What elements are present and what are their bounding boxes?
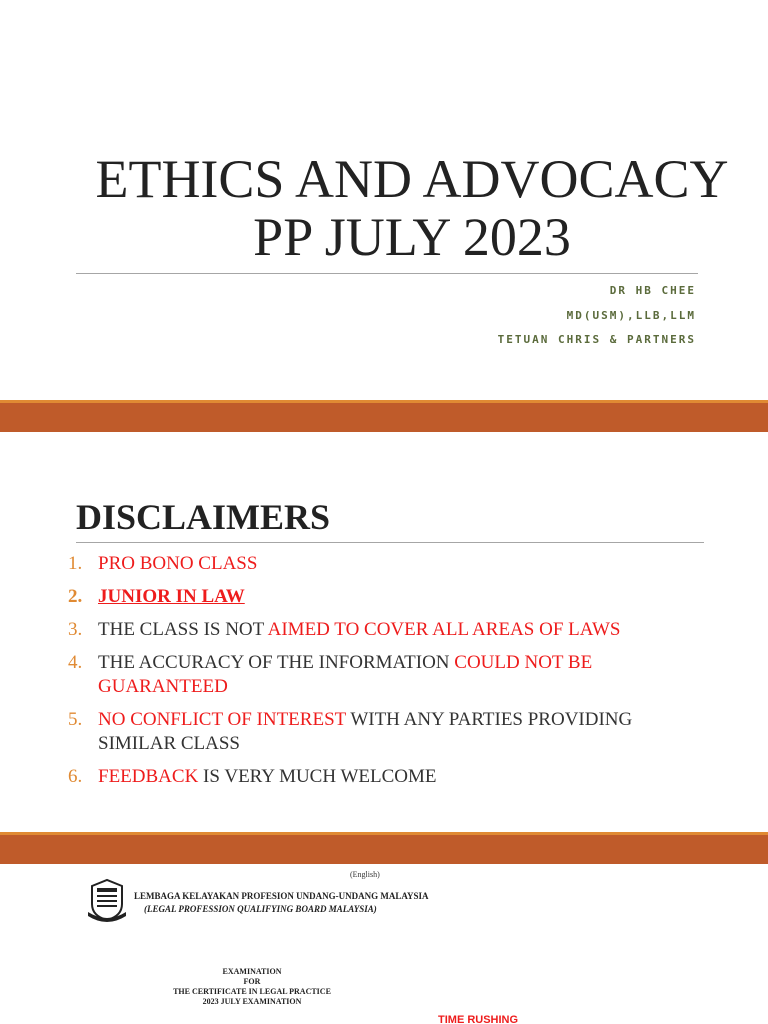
disclaimer-item	[68, 765, 708, 789]
item-text	[98, 585, 245, 609]
author-firm: TETUAN CHRIS & PARTNERS	[497, 333, 696, 346]
disclaimers-slide	[0, 432, 768, 832]
exam-line: 2023 JULY EXAMINATION	[202, 997, 302, 1006]
item-number: 3.	[68, 619, 83, 640]
board-crest-icon	[88, 878, 126, 922]
item-text	[98, 552, 257, 576]
title-divider	[76, 273, 698, 274]
item-highlight: JUNIOR IN LAW	[98, 586, 245, 607]
title-slide	[0, 0, 768, 400]
item-text	[98, 708, 708, 756]
item-text	[98, 765, 437, 789]
disclaimer-list	[68, 552, 708, 798]
disclaimer-item	[68, 552, 708, 576]
item-number: 2.	[68, 586, 83, 607]
item-highlight: COULD NOT BE GUARANTEED	[98, 652, 593, 697]
item-number: 4.	[68, 652, 83, 673]
heading-divider	[76, 542, 704, 543]
item-prefix: THE CLASS IS NOT	[98, 619, 268, 640]
slide-separator	[0, 400, 768, 432]
item-highlight: FEEDBACK	[98, 766, 199, 787]
disclaimer-item	[68, 585, 708, 609]
title-line-1: ETHICS AND ADVOCACY	[95, 149, 729, 209]
item-highlight: NO CONFLICT OF INTEREST	[98, 709, 346, 730]
disclaimers-heading: DISCLAIMERS	[76, 497, 331, 537]
item-highlight: PRO BONO CLASS	[98, 553, 258, 574]
disclaimer-item	[68, 651, 708, 699]
board-name-english: (LEGAL PROFESSION QUALIFYING BOARD MALAYSIA)	[144, 904, 377, 914]
title-line-2: PP JULY 2023	[253, 207, 571, 267]
item-number: 1.	[68, 553, 83, 574]
item-prefix: THE ACCURACY OF THE INFORMATION	[98, 652, 455, 673]
item-text	[98, 651, 708, 699]
language-tag: (English)	[350, 870, 380, 879]
exam-cover-slide	[0, 864, 768, 1024]
disclaimer-item	[68, 708, 708, 756]
item-suffix: IS VERY MUCH WELCOME	[198, 766, 437, 787]
disclaimer-item	[68, 618, 708, 642]
annotation-note: TIME RUSHING	[438, 1014, 519, 1024]
exam-title-block	[140, 967, 364, 1007]
item-number: 6.	[68, 766, 83, 787]
slide-title	[60, 150, 764, 266]
board-name: LEMBAGA KELAYAKAN PROFESION UNDANG-UNDANG MALAYSIA	[134, 891, 429, 901]
item-text	[98, 618, 620, 642]
slide-separator	[0, 832, 768, 864]
exam-line: THE CERTIFICATE IN LEGAL PRACTICE	[173, 987, 331, 996]
exam-line: EXAMINATION	[222, 967, 282, 976]
item-suffix: WITH ANY PARTIES PROVIDING SIMILAR CLASS	[98, 709, 633, 754]
item-highlight: AIMED TO COVER ALL AREAS OF LAWS	[267, 619, 621, 640]
exam-line: FOR	[243, 977, 261, 986]
item-number: 5.	[68, 709, 83, 730]
author-name: DR HB CHEE	[609, 284, 696, 297]
author-qualifications: MD(USM),LLB,LLM	[566, 309, 696, 322]
